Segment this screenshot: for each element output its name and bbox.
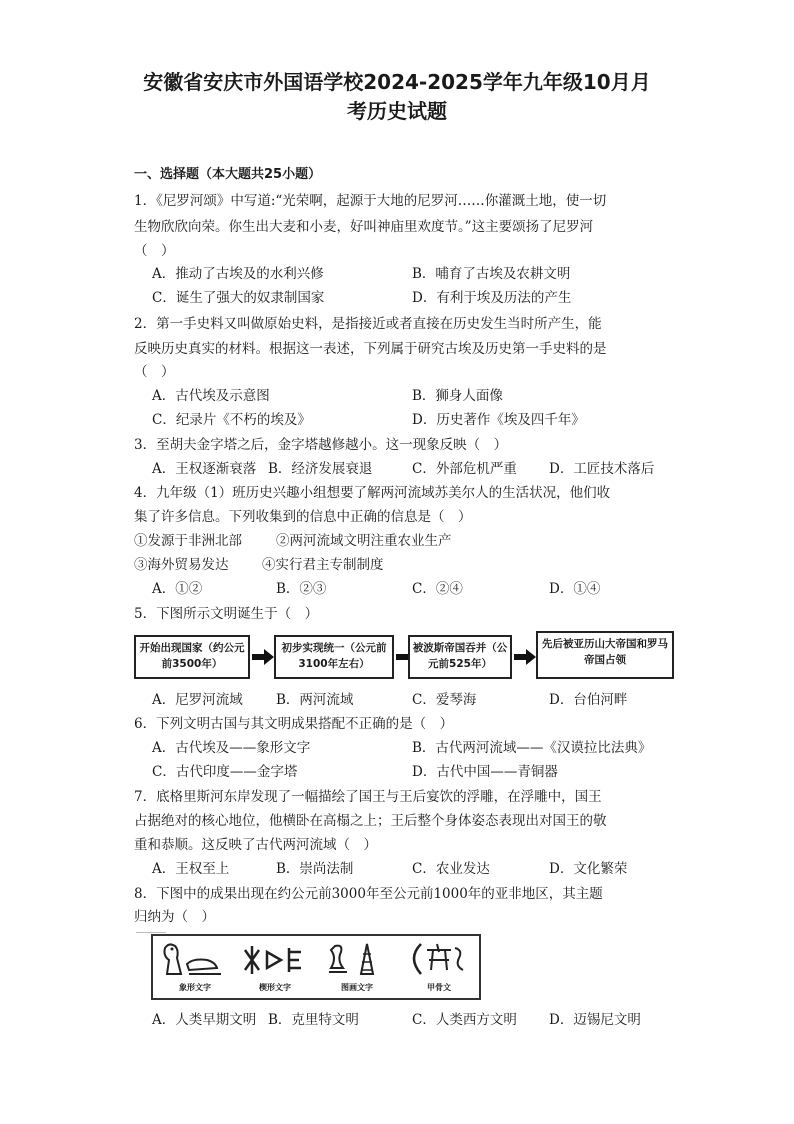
q1-option-c[interactable]: C．诞生了强大的奴隶制国家	[152, 290, 325, 306]
oracle-bone-icon	[403, 940, 473, 980]
cuneiform-icon	[239, 940, 309, 980]
ancient-scripts-figure	[151, 934, 481, 1000]
q6-option-b[interactable]: B．古代两河流域——《汉谟拉比法典》	[412, 740, 652, 756]
q6-stem: 6．下列文明古国与其文明成果搭配不正确的是（ ）	[134, 716, 454, 732]
q1-stem-line3: （ ）	[134, 243, 175, 259]
q7-option-a[interactable]: A．王权至上	[152, 861, 230, 877]
q7-stem-line1: 7．底格里斯河东岸发现了一幅描绘了国王与王后宴饮的浮雕，在浮雕中，国王	[134, 789, 602, 805]
q4-stem-line2: 集了许多信息。下列收集到的信息中正确的信息是（ ）	[134, 509, 472, 525]
q8-option-a[interactable]: A．人类早期文明	[152, 1012, 257, 1028]
q1-option-d[interactable]: D．有利于埃及历法的产生	[412, 290, 572, 306]
q7-option-c[interactable]: C．农业发达	[412, 861, 490, 877]
q3-option-b[interactable]: B．经济发展衰退	[268, 461, 373, 477]
q1-option-b[interactable]: B．哺育了古埃及农耕文明	[412, 266, 571, 282]
exam-title-line1: 安徽省安庆市外国语学校2024-2025学年九年级10月月	[143, 70, 651, 94]
q4-option-d[interactable]: D．①④	[549, 581, 601, 597]
label-pictographs: 图画文字	[341, 983, 373, 992]
q6-option-d[interactable]: D．古代中国——青铜器	[412, 764, 558, 780]
q5-stem: 5．下图所示文明诞生于（ ）	[134, 606, 319, 622]
hieroglyph-owl-icon	[159, 940, 229, 980]
q5-option-d[interactable]: D．台伯河畔	[549, 692, 628, 708]
q2-option-c[interactable]: C．纪录片《不朽的埃及》	[152, 412, 311, 428]
q3-option-c[interactable]: C．外部危机严重	[412, 461, 517, 477]
q8-option-c[interactable]: C．人类西方文明	[412, 1012, 517, 1028]
q2-stem-line3: （ ）	[134, 364, 175, 380]
q5-option-a[interactable]: A．尼罗河流域	[152, 692, 243, 708]
flow-step-3: 被波斯帝国吞并（公元前525年）	[408, 635, 512, 679]
q4-item-3: ③海外贸易发达	[134, 557, 229, 573]
label-cuneiform: 楔形文字	[259, 983, 291, 992]
q7-stem-line2: 占据绝对的核心地位，他横卧在高榻之上；王后整个身体姿态表现出对国王的敬	[134, 813, 607, 829]
q1-stem-line1: 1．《尼罗河颂》中写道:“光荣啊，起源于大地的尼罗河……你灌溉土地，使一切	[134, 193, 607, 209]
flow-step-1: 开始出现国家（约公元前3500年）	[134, 635, 250, 679]
q7-option-b[interactable]: B．崇尚法制	[276, 861, 354, 877]
q2-option-a[interactable]: A．古代埃及示意图	[152, 388, 270, 404]
arrow-right-icon	[252, 649, 274, 665]
flow-step-2: 初步实现统一（公元前3100年左右）	[274, 635, 394, 679]
exam-title-line2: 考历史试题	[347, 99, 447, 123]
arrow-right-icon	[514, 649, 536, 665]
q5-option-c[interactable]: C．爱琴海	[412, 692, 477, 708]
q8-option-d[interactable]: D．迈锡尼文明	[549, 1012, 641, 1028]
q3-option-a[interactable]: A．王权逐渐衰落	[152, 461, 257, 477]
pictograph-icon	[321, 940, 391, 980]
q2-option-d[interactable]: D．历史著作《埃及四千年》	[412, 412, 585, 428]
q2-stem-line1: 2．第一手史料又叫做原始史料，是指接近或者直接在历史发生当时所产生，能	[134, 316, 602, 332]
timeline-flowchart	[134, 631, 674, 683]
q8-stem-line1: 8．下图中的成果出现在约公元前3000年至公元前1000年的亚非地区，其主题	[134, 886, 603, 902]
q7-stem-line3: 重和恭顺。这反映了古代两河流域（ ）	[134, 837, 377, 853]
q8-option-b[interactable]: B．克里特文明	[268, 1012, 359, 1028]
q2-stem-line2: 反映历史真实的材料。根据这一表述，下列属于研究古埃及历史第一手史料的是	[134, 341, 607, 357]
q8-stem-line2: 归纳为（ ）	[134, 909, 215, 925]
q4-item-4: ④实行君主专制制度	[262, 557, 384, 573]
section-heading: 一、选择题（本大题共25小题）	[134, 167, 322, 182]
q3-stem: 3．至胡夫金字塔之后，金字塔越修越小。这一现象反映（ ）	[134, 437, 508, 453]
q3-option-d[interactable]: D．工匠技术落后	[549, 461, 655, 477]
flow-step-4: 先后被亚历山大帝国和罗马帝国占领	[536, 631, 674, 679]
label-oracle-bone: 甲骨文	[427, 983, 451, 992]
q5-option-b[interactable]: B．两河流域	[276, 692, 354, 708]
label-hieroglyphs: 象形文字	[179, 983, 211, 992]
q6-option-c[interactable]: C．古代印度——金字塔	[152, 764, 298, 780]
q4-option-c[interactable]: C．②④	[412, 581, 463, 597]
figure-edge	[136, 924, 166, 933]
q4-stem-line1: 4．九年级（1）班历史兴趣小组想要了解两河流域苏美尔人的生活状况，他们收	[134, 485, 611, 501]
q4-option-b[interactable]: B．②③	[276, 581, 327, 597]
q1-option-a[interactable]: A．推动了古埃及的水利兴修	[152, 266, 324, 282]
q4-item-2: ②两河流域文明注重农业生产	[276, 533, 452, 549]
q2-option-b[interactable]: B．狮身人面像	[412, 388, 503, 404]
q6-option-a[interactable]: A．古代埃及——象形文字	[152, 740, 311, 756]
q4-option-a[interactable]: A．①②	[152, 581, 203, 597]
q4-item-1: ①发源于非洲北部	[134, 533, 242, 549]
q1-stem-line2: 生物欣欣向荣。你生出大麦和小麦，好叫神庙里欢度节。”这主要颂扬了尼罗河	[134, 219, 594, 235]
q7-option-d[interactable]: D．文化繁荣	[549, 861, 628, 877]
